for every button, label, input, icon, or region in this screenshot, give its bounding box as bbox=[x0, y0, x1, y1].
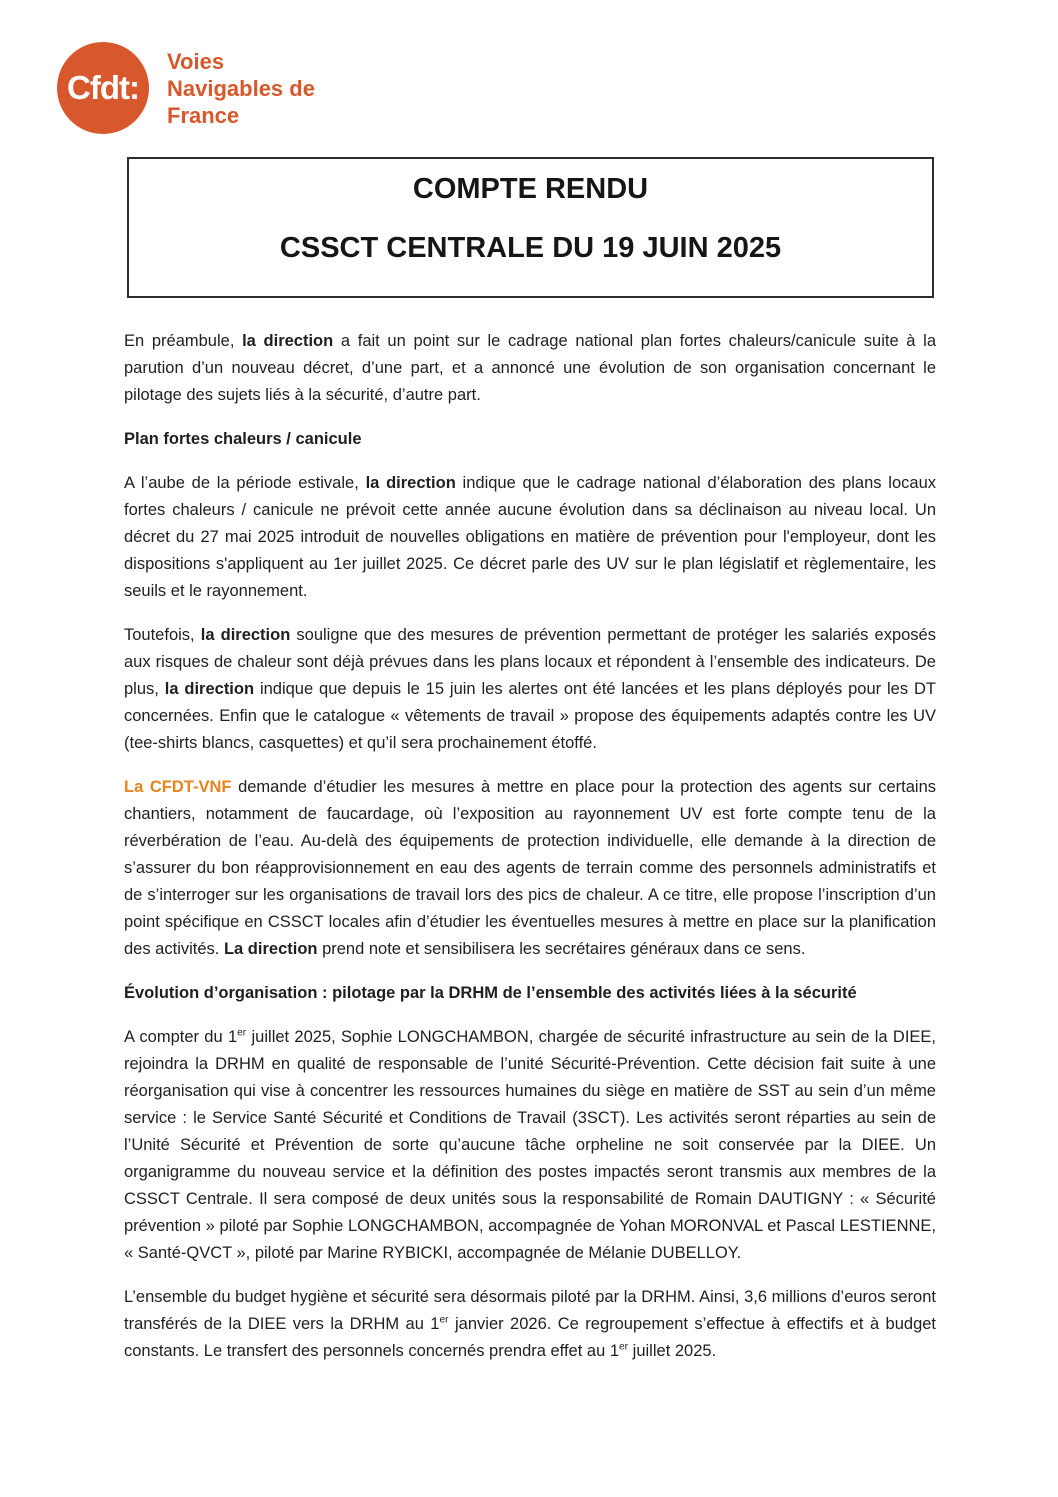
paragraph bbox=[124, 1284, 936, 1365]
text-run: En préambule, bbox=[124, 332, 243, 350]
text-run: A l’aube de la période estivale, bbox=[124, 474, 366, 492]
organization-name bbox=[167, 48, 315, 129]
paragraph bbox=[124, 1024, 936, 1267]
organization-name-line: France bbox=[167, 102, 240, 128]
paragraph bbox=[124, 622, 936, 757]
superscript: er bbox=[439, 1314, 449, 1326]
text-run-bold: Évolution d’organisation : pilotage par la DRHM de l’ensemble des activités liées à la sécurité bbox=[124, 984, 857, 1002]
text-run-bold: la direction bbox=[242, 332, 334, 350]
document-subtitle: CSSCT CENTRALE DU 19 JUIN 2025 bbox=[279, 232, 782, 264]
text-run: indique que depuis le 15 juin les alertes ont été lancées et les plans déployés pour les DT concernées. Enfin que le catalogue « vêtements de travail » propose des équipements adaptés contre les UV (tee-shirts blancs, casquettes) et qu’il sera prochainement étoffé. bbox=[124, 680, 936, 752]
cfdt-logo-circle bbox=[57, 42, 149, 134]
text-run-bold: La direction bbox=[223, 940, 318, 958]
text-run: indique que le cadrage national d’élaboration des plans locaux fortes chaleurs / canicule ne prévoit cette année aucune évolution dans sa déclinaison au niveau local. Un décret du 27 mai 2025 introduit de nouvelles obligations en matière de prévention pour l'employeur, dont les dispositions s'appliquent au 1er juillet 2025. Ce décret parle des UV sur le plan législatif et règlementaire, les seuils et le rayonnement. bbox=[124, 474, 936, 600]
text-run: juillet 2025. bbox=[628, 1342, 717, 1360]
text-run-accent: La CFDT-VNF bbox=[124, 778, 232, 796]
text-run: janvier 2026. Ce regroupement s’effectue à effectifs et à budget constants. Le transfert des personnels concernés prendra effet au 1 bbox=[124, 1315, 937, 1360]
section-heading bbox=[124, 426, 936, 453]
document-title: COMPTE RENDU bbox=[412, 173, 649, 205]
document-body bbox=[124, 328, 936, 1382]
text-run-bold: Plan fortes chaleurs / canicule bbox=[124, 430, 362, 448]
text-run-bold: la direction bbox=[365, 474, 456, 492]
cfdt-logo-acronym: Cfdt: bbox=[67, 69, 139, 106]
text-run: juillet 2025, Sophie LONGCHAMBON, chargée de sécurité infrastructure au sein de la DIEE, rejoindra la DRHM en qualité de responsable de l’unité Sécurité-Prévention. Cette décision fait suite à une réorganisation qui vise à concentrer les ressources humaines du siège en matière de SST au sein d’un même service : le Service Santé Sécurité et Conditions de Travail (3SCT). Les activités seront réparties au sein de l’Unité Sécurité et Prévention de sorte qu’aucune tâche orpheline ne soit conservée par la DIEE. Un organigramme du nouveau service et la définition des postes impactés seront transmis aux membres de la CSSCT Centrale. Il sera composé de deux unités sous la responsabilité de Romain DAUTIGNY : « Sécurité prévention » piloté par Sophie LONGCHAMBON, accompagnée de Yohan MORONVAL et Pascal LESTIENNE, « Santé-QVCT », piloté par Marine RYBICKI, accompagnée de Mélanie DUBELLOY. bbox=[124, 1028, 936, 1262]
superscript: er bbox=[619, 1341, 629, 1353]
text-run: L’ensemble du budget hygiène et sécurité sera désormais piloté par la DRHM. Ainsi, 3,6 millions d’euros seront transférés de la DIEE vers la DRHM au 1 bbox=[124, 1288, 936, 1333]
cfdt-vnf-logo bbox=[57, 42, 315, 134]
text-run: souligne que des mesures de prévention permettant de protéger les salariés exposés aux risques de chaleur sont déjà prévues dans les plans locaux et répondent à l’ensemble des indicateurs. De plus, bbox=[124, 626, 936, 698]
title-box bbox=[127, 157, 934, 298]
organization-name-line: Voies bbox=[167, 48, 225, 74]
paragraph bbox=[124, 774, 936, 963]
text-run: a fait un point sur le cadrage national plan fortes chaleurs/canicule suite à la parution d’un nouveau décret, d’une part, et a annoncé une évolution de son organisation concernant le pilotage des sujets liés à la sécurité, d’autre part. bbox=[124, 332, 937, 404]
section-heading bbox=[124, 980, 936, 1007]
text-run: prend note et sensibilisera les secrétaires généraux dans ce sens. bbox=[317, 940, 806, 958]
text-run: demande d’étudier les mesures à mettre en place pour la protection des agents sur certains chantiers, notamment de faucardage, où l’exposition au rayonnement UV est forte compte tenu de la réverbération de l’eau. Au-delà des équipements de protection individuelle, elle demande à la direction de s’assurer du bon réapprovisionnement en eau des agents de terrain comme des personnels administratifs et de s’interroger sur les organisations de travail lors des pics de chaleur. A ce titre, elle propose l’inscription d’un point spécifique en CSSCT locales afin d’étudier les éventuelles mesures à mettre en place sur la planification des activités. bbox=[124, 778, 937, 958]
text-run: Toutefois, bbox=[124, 626, 201, 644]
text-run: A compter du 1 bbox=[124, 1028, 238, 1046]
paragraph bbox=[124, 470, 936, 605]
text-run-bold: la direction bbox=[164, 680, 255, 698]
organization-name-line: Navigables de bbox=[167, 75, 315, 101]
superscript: er bbox=[237, 1027, 247, 1039]
paragraph bbox=[124, 328, 936, 409]
text-run-bold: la direction bbox=[200, 626, 291, 644]
